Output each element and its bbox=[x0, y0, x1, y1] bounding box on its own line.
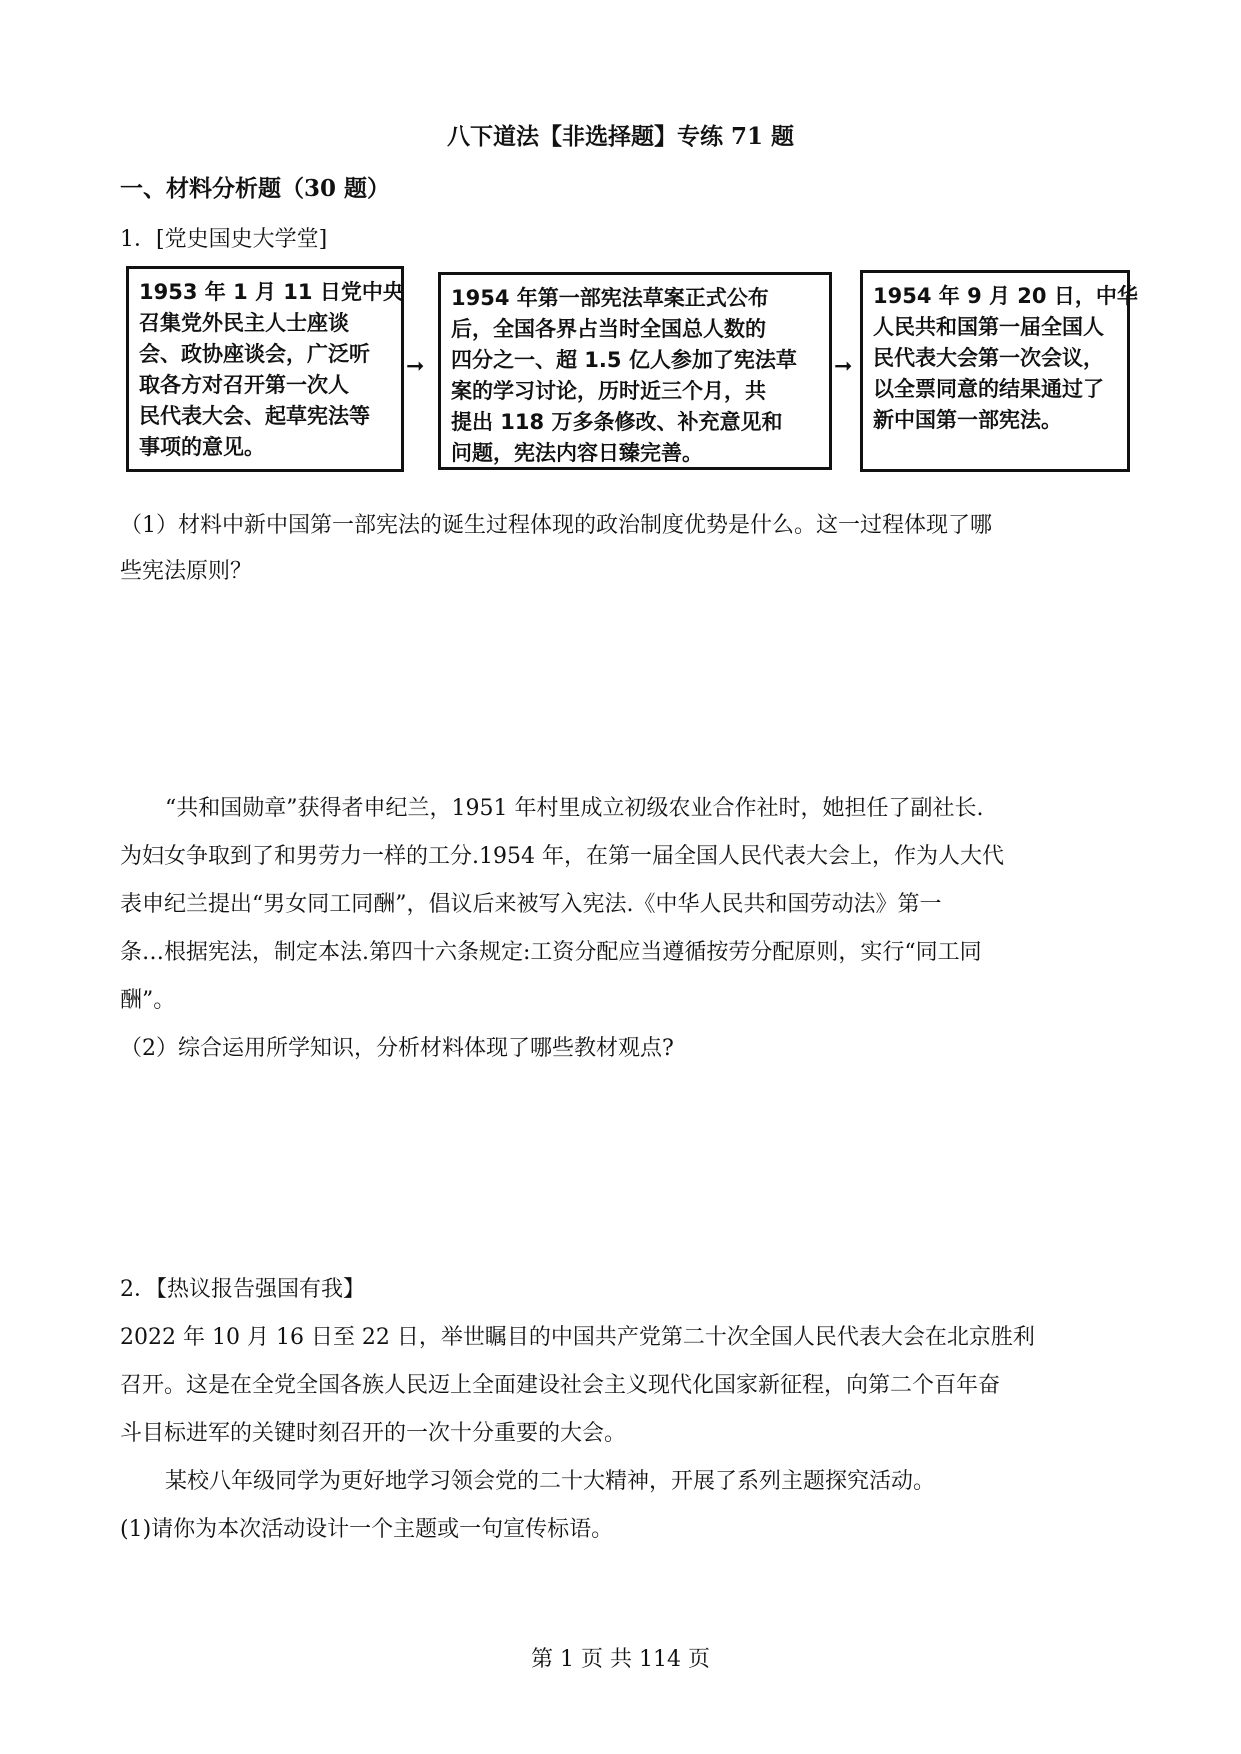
question-2-paragraph: 斗目标进军的关键时刻召开的一次十分重要的大会。 bbox=[120, 1421, 627, 1446]
question-1-sub-2: （2）综合运用所学知识，分析材料体现了哪些教材观点? bbox=[120, 1036, 674, 1061]
question-2-sub-1: (1)请你为本次活动设计一个主题或一句宣传标语。 bbox=[120, 1517, 614, 1542]
material-paragraph: 为妇女争取到了和男劳力一样的工分.1954 年，在第一届全国人民代表大会上，作为人大代 bbox=[120, 844, 1004, 869]
material-paragraph: “共和国勋章”获得者申纪兰，1951 年村里成立初级农业合作社时，她担任了副社长. bbox=[165, 796, 984, 821]
material-paragraph: 条…根据宪法，制定本法.第四十六条规定:工资分配应当遵循按劳分配原则，实行“同工同 bbox=[120, 940, 982, 965]
question-1-sub-1-cont: 些宪法原则？ bbox=[120, 559, 253, 584]
page-number-footer: 第 1 页 共 114 页 bbox=[531, 1647, 710, 1672]
question-2-paragraph: 2022 年 10 月 16 日至 22 日，举世瞩目的中国共产党第二十次全国人民代表大会在北京胜利 bbox=[120, 1325, 1035, 1350]
flow-box-1954-adoption bbox=[860, 270, 1138, 472]
flow-box-line: 提出 118 万多条修改、补充意见和 bbox=[451, 410, 783, 434]
flow-box-line: 四分之一、超 1.5 亿人参加了宪法草 bbox=[451, 348, 797, 372]
flow-box-line: 取各方对召开第一次人 bbox=[139, 373, 349, 397]
question-1-sub-1: （1）材料中新中国第一部宪法的诞生过程体现的政治制度优势是什么。这一过程体现了哪 bbox=[120, 513, 993, 538]
flow-box-line: 新中国第一部宪法。 bbox=[873, 408, 1062, 432]
question-2-header: 2．【热议报告强国有我】 bbox=[120, 1277, 365, 1302]
flow-box-line: 事项的意见。 bbox=[139, 435, 265, 459]
flow-box-1953 bbox=[126, 266, 404, 472]
document-title: 八下道法【非选择题】专练 71 题 bbox=[446, 123, 795, 150]
flow-box-line: 问题，宪法内容日臻完善。 bbox=[451, 441, 703, 465]
material-paragraph: 酬”。 bbox=[120, 988, 176, 1013]
question-2-paragraph: 召开。这是在全党全国各族人民迈上全面建设社会主义现代化国家新征程，向第二个百年奋 bbox=[120, 1373, 1001, 1398]
section-heading: 一、材料分析题（30 题） bbox=[120, 175, 391, 202]
flow-box-line: 会、政协座谈会，广泛听 bbox=[139, 342, 370, 366]
flow-box-line: 人民共和国第一届全国人 bbox=[873, 315, 1104, 339]
flow-box-line: 1954 年 9 月 20 日，中华 bbox=[873, 284, 1138, 308]
flow-box-line: 案的学习讨论，历时近三个月，共 bbox=[451, 379, 766, 403]
arrow-right-icon: ➞ bbox=[406, 354, 425, 379]
flow-box-line: 1954 年第一部宪法草案正式公布 bbox=[451, 286, 769, 310]
flow-box-line: 民代表大会、起草宪法等 bbox=[139, 404, 370, 428]
question-2-paragraph: 某校八年级同学为更好地学习领会党的二十大精神，开展了系列主题探究活动。 bbox=[165, 1469, 936, 1494]
flow-box-line: 1953 年 1 月 11 日党中央 bbox=[139, 280, 404, 304]
flow-box-line: 召集党外民主人士座谈 bbox=[139, 311, 349, 335]
flow-box-line: 后，全国各界占当时全国总人数的 bbox=[451, 317, 766, 341]
question-1-header: 1．[党史国史大学堂] bbox=[120, 227, 328, 252]
flow-box-line: 以全票同意的结果通过了 bbox=[873, 377, 1104, 401]
flow-box-line: 民代表大会第一次会议， bbox=[873, 346, 1104, 370]
material-paragraph: 表申纪兰提出“男女同工同酬”，倡议后来被写入宪法.《中华人民共和国劳动法》第一 bbox=[120, 892, 942, 917]
flow-box-1954-draft bbox=[438, 272, 832, 470]
timeline-flowchart bbox=[120, 266, 1138, 474]
arrow-right-icon: ➞ bbox=[834, 354, 853, 379]
